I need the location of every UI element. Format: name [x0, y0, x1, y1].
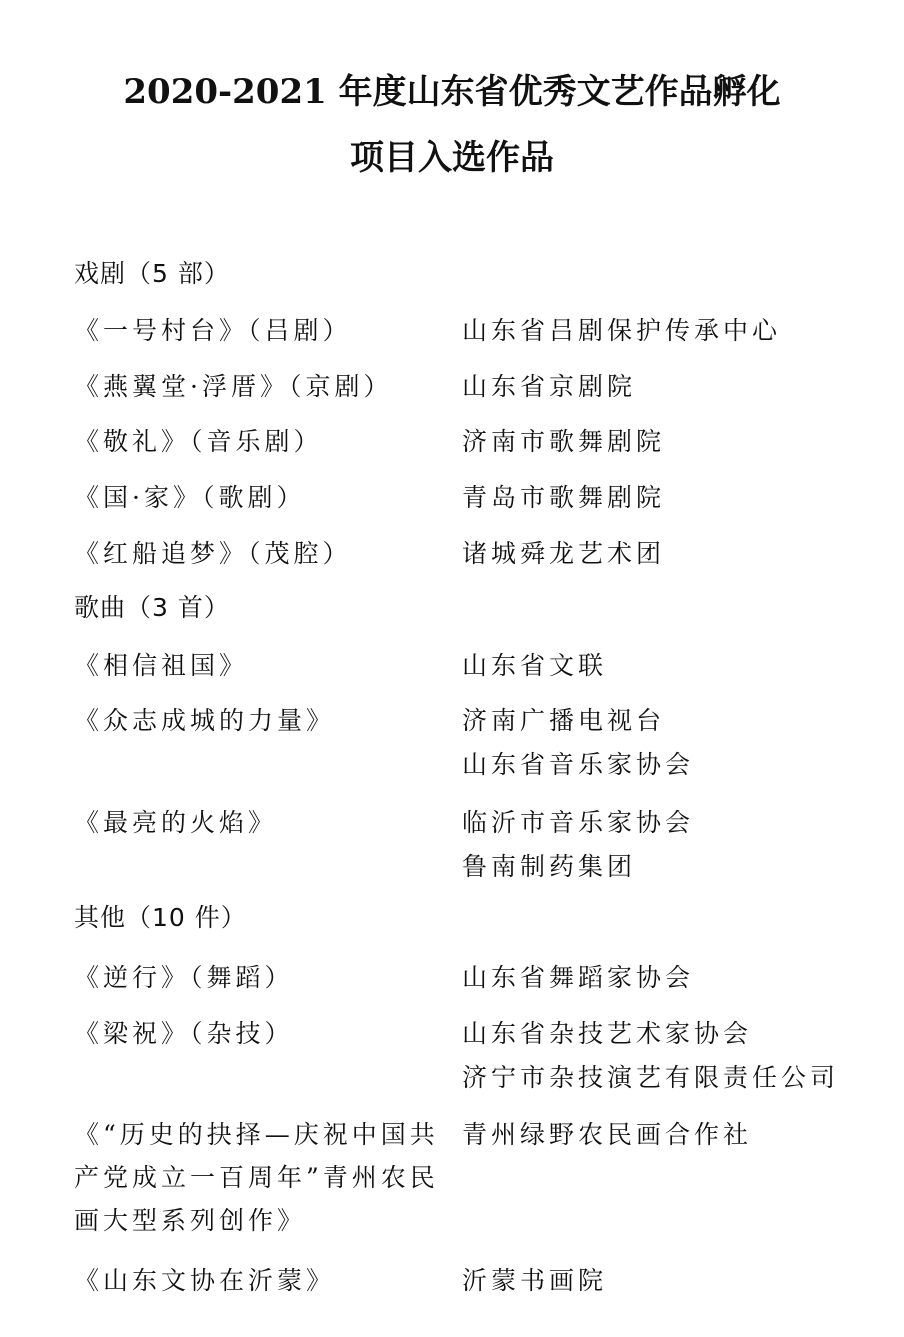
- section-heading: 其他（10 件）: [74, 903, 247, 932]
- section-heading: 歌曲（3 首）: [74, 593, 230, 622]
- organization-name: 济宁市杂技演艺有限责任公司: [462, 1063, 840, 1092]
- work-title: 《梁祝》（杂技）: [74, 1019, 294, 1048]
- organization-list: [462, 365, 636, 409]
- organization-list: [462, 532, 665, 576]
- organization-name: 济南广播电视台: [462, 706, 666, 735]
- organization-list: [462, 644, 607, 688]
- organization-name: 山东省舞蹈家协会: [462, 963, 695, 992]
- work-title: 《红船追梦》（茂腔）: [74, 539, 352, 568]
- organization-name: 临沂市音乐家协会: [462, 808, 695, 837]
- work-title: 《相信祖国》: [74, 651, 249, 680]
- organization-name: 诸城舜龙艺术团: [462, 539, 666, 568]
- work-title: 《国·家》（歌剧）: [74, 483, 306, 512]
- work-title: 《逆行》（舞蹈）: [74, 963, 294, 992]
- organization-name: 济南市歌舞剧院: [462, 427, 666, 456]
- organization-list: [462, 699, 694, 787]
- page-title-line-1: 2020-2021 年度山东省优秀文艺作品孵化: [123, 72, 781, 112]
- organization-name: 青岛市歌舞剧院: [462, 483, 666, 512]
- organization-list: [462, 801, 694, 889]
- organization-name: 山东省音乐家协会: [462, 750, 695, 779]
- organization-list: [462, 1012, 839, 1100]
- work-title: 《燕翼堂·浮厝》（京剧）: [74, 372, 393, 401]
- organization-name: 山东省京剧院: [462, 372, 637, 401]
- page-title-line-2: 项目入选作品: [350, 138, 554, 178]
- work-title: 《山东文协在沂蒙》: [74, 1266, 336, 1295]
- organization-name: 鲁南制药集团: [462, 852, 637, 881]
- work-title: 《最亮的火焰》: [74, 808, 278, 837]
- organization-name: 山东省杂技艺术家协会: [462, 1019, 753, 1048]
- section-heading: 戏剧（5 部）: [74, 259, 230, 288]
- organization-name: 山东省吕剧保护传承中心: [462, 316, 782, 345]
- work-title: 《敬礼》（音乐剧）: [74, 427, 323, 456]
- organization-list: [462, 420, 665, 464]
- organization-name: 沂蒙书画院: [462, 1266, 608, 1295]
- organization-name: 青州绿野农民画合作社: [462, 1120, 753, 1149]
- organization-list: [462, 956, 694, 1000]
- work-title: 《众志成城的力量》: [74, 706, 336, 735]
- organization-list: [462, 1113, 752, 1157]
- organization-list: [462, 309, 781, 353]
- organization-list: [462, 476, 665, 520]
- work-title: 《“历史的抉择—庆祝中国共产党成立一百周年”青州农民画大型系列创作》: [74, 1120, 439, 1235]
- organization-list: [462, 1259, 607, 1303]
- work-title: 《一号村台》（吕剧）: [74, 316, 352, 345]
- organization-name: 山东省文联: [462, 651, 608, 680]
